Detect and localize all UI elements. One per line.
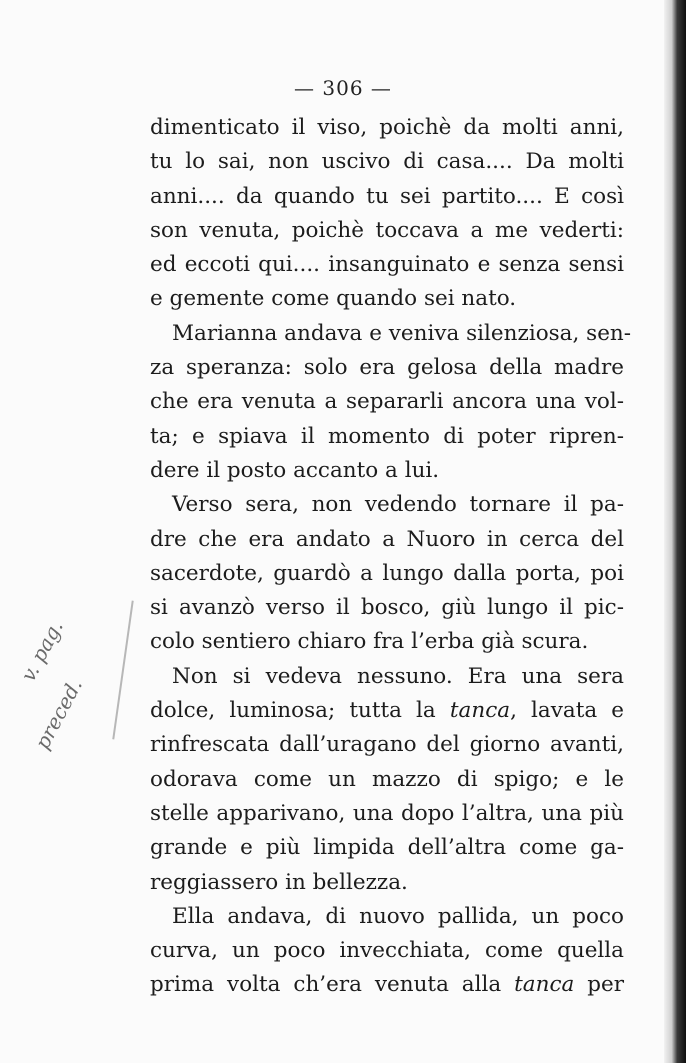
text-line: za speranza: solo era gelosa della madre bbox=[150, 355, 624, 381]
page-number: — 306 — bbox=[294, 76, 392, 100]
text-line: reggiassero in bellezza. bbox=[150, 869, 408, 895]
text-line: grande e più limpida dell’altra come ga- bbox=[150, 835, 624, 861]
text-line: rinfrescata dall’uragano del giorno avanti, bbox=[150, 732, 624, 758]
italic-word: tanca bbox=[514, 972, 575, 998]
text-line: dere il posto accanto a lui. bbox=[150, 457, 440, 483]
text-line: dolce, luminosa; tutta la tanca, lavata e bbox=[150, 698, 625, 724]
text-line: curva, un poco invecchiata, come quella bbox=[150, 938, 624, 964]
text-line: si avanzò verso il bosco, giù lungo il pic- bbox=[150, 595, 624, 621]
text-line: e gemente come quando sei nato. bbox=[150, 286, 517, 312]
text-line: colo sentiero chiaro fra l’erba già scura. bbox=[150, 629, 589, 655]
text-line: prima volta ch’era venuta alla tanca per bbox=[150, 972, 625, 998]
text-line: son venuta, poichè toccava a me vederti: bbox=[150, 217, 624, 243]
text-line: stelle apparivano, una dopo l’altra, una più bbox=[150, 800, 624, 826]
body-text bbox=[150, 111, 632, 1003]
text-line: dre che era andato a Nuoro in cerca del bbox=[150, 526, 624, 552]
italic-word: tanca bbox=[449, 698, 511, 724]
text-line: anni.... da quando tu sei partito.... E così bbox=[150, 183, 624, 209]
text-line: Non si vedeva nessuno. Era una sera bbox=[172, 663, 624, 689]
margin-note-line-1: v. pag. bbox=[16, 616, 68, 686]
margin-note-line-2: preced. bbox=[30, 674, 88, 754]
text-line: ed eccoti qui.... insanguinato e senza sensi bbox=[150, 252, 624, 278]
text-line: Verso sera, non vedendo tornare il pa- bbox=[172, 492, 624, 518]
text-line: Ella andava, di nuovo pallida, un poco bbox=[172, 903, 624, 929]
text-line: sacerdote, guardò a lungo dalla porta, poi bbox=[150, 560, 624, 586]
text-line: odorava come un mazzo di spigo; e le bbox=[150, 766, 624, 792]
text-line: ta; e spiava il momento di poter ripren- bbox=[150, 423, 624, 449]
text-line: dimenticato il viso, poichè da molti anni, bbox=[150, 115, 624, 140]
text-line: che era venuta a separarli ancora una vol- bbox=[150, 389, 624, 415]
text-line: tu lo sai, non uscivo di casa.... Da molti bbox=[150, 149, 624, 175]
handwritten-margin-note bbox=[14, 616, 124, 780]
text-line: Marianna andava e veniva silenziosa, sen- bbox=[172, 320, 632, 346]
page-binding-edge bbox=[664, 0, 686, 1063]
